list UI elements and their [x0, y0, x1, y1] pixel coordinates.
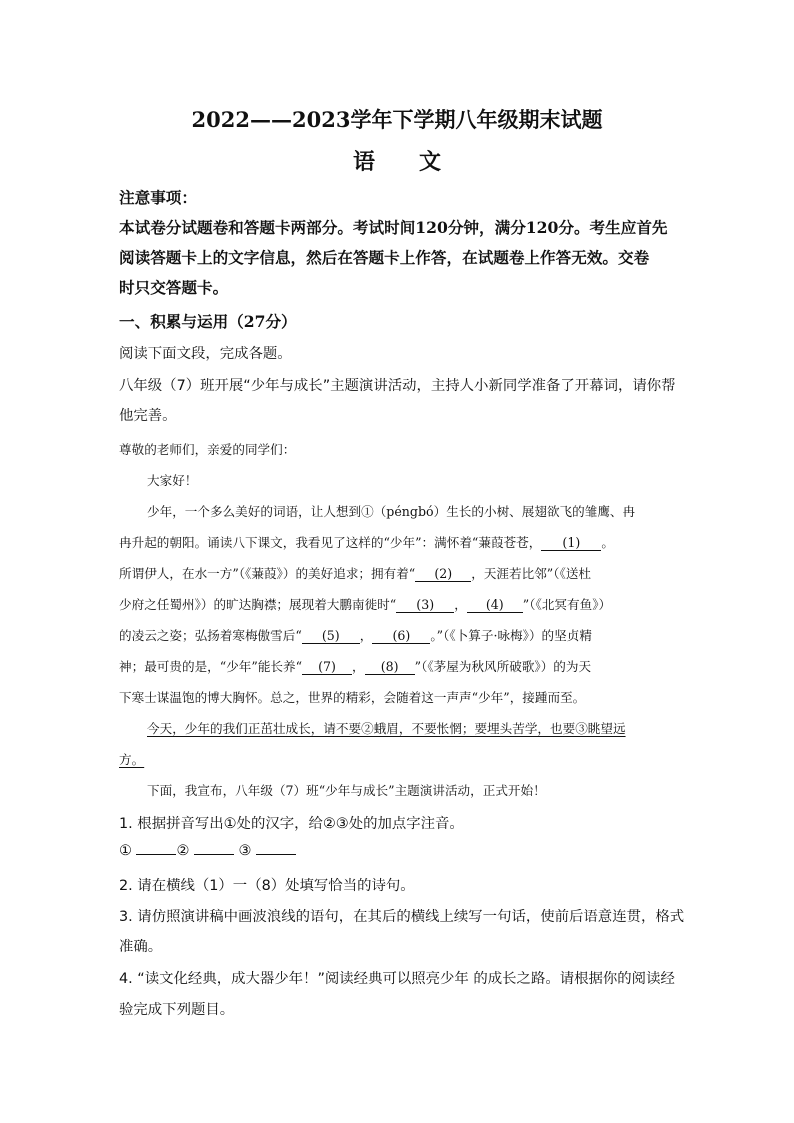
- exam-title: 2022——2023学年下学期八年级期末试题: [191, 107, 603, 132]
- blank-2: (2): [415, 566, 471, 582]
- wavy-sentence-line-1: 今天，少年的我们正茁壮成长，请不要②蛾眉，不要怅惘；要埋头苦学，也要③眺望远: [147, 721, 626, 736]
- speech-text: 所谓伊人，在水一方”（《蒹葭》）的美好追求；拥有着“: [119, 566, 416, 581]
- speech-p1-line-5: [119, 625, 592, 644]
- marker-2: ②: [176, 843, 190, 859]
- intro-line-1: 八年级（7）班开展“少年与成长”主题演讲活动，主持人小新同学准备了开幕词，请你帮: [119, 378, 676, 394]
- question-3-line-1: 3. 请仿照演讲稿中画波浪线的语句，在其后的横线上续写一句话，使前后语意连贯，格式: [119, 909, 685, 925]
- speech-hello: 大家好！: [147, 473, 198, 488]
- speech-closing: 下面，我宣布，八年级（7）班“少年与成长”主题演讲活动，正式开始！: [147, 783, 546, 798]
- speech-text: 冉升起的朝阳。诵读八下课文，我看见了这样的“少年”：满怀着“蒹葭苍苍，: [119, 535, 542, 550]
- speech-greeting: 尊敬的老师们，亲爱的同学们：: [119, 442, 296, 457]
- question-1-answer-row: [119, 843, 296, 859]
- speech-text: 少府之任蜀州》）的旷达胸襟；展现着大鹏南徙时“: [119, 597, 397, 612]
- notice-line-1: 本试卷分试题卷和答题卡两部分。考试时间120分钟，满分120分。考生应首先: [119, 218, 668, 237]
- answer-blank-1[interactable]: [136, 854, 176, 855]
- answer-blank-3[interactable]: [256, 854, 296, 855]
- question-4-line-1: 4. “读文化经典，成大器少年！”阅读经典可以照亮少年 的成长之路。请根据你的阅读经: [119, 971, 675, 987]
- speech-text: ，天涯若比邻”（《送杜: [471, 566, 592, 581]
- speech-p1-line-7: 下寒士谋温饱的博大胸怀。总之，世界的精彩，会随着这一声声“少年”，接踵而至。: [119, 690, 586, 705]
- blank-1: (1): [541, 535, 601, 551]
- question-4-line-2: 验完成下列题目。: [119, 1002, 235, 1018]
- question-3-line-2: 准确。: [119, 939, 163, 955]
- wavy-sentence-line-2: 方。: [119, 752, 145, 767]
- blank-8: (8): [365, 659, 415, 675]
- speech-text: 。: [601, 535, 614, 550]
- answer-blank-2[interactable]: [194, 854, 234, 855]
- notice-heading: 注意事项：: [119, 188, 197, 207]
- blank-4: (4): [467, 597, 523, 613]
- speech-text: ”（《北冥有鱼》）: [522, 597, 612, 612]
- speech-p1-line-6: [119, 656, 591, 675]
- subject-char-2: 文: [419, 149, 442, 175]
- speech-p1-line-3: [119, 563, 591, 582]
- speech-text: 的凌云之姿；弘扬着寒梅傲雪后“: [119, 628, 302, 643]
- subject-char-1: 语: [352, 149, 375, 175]
- question-2: 2. 请在横线（1）一（8）处填写恰当的诗句。: [119, 878, 415, 894]
- section-instruction: 阅读下面文段，完成各题。: [119, 346, 292, 362]
- notice-line-3: 时只交答题卡。: [119, 278, 229, 297]
- speech-text: 神；最可贵的是，“少年”能长养“: [119, 659, 303, 674]
- notice-line-2: 阅读答题卡上的文字信息，然后在答题卡上作答，在试题卷上作答无效。交卷: [119, 248, 650, 267]
- blank-5: (5): [302, 628, 360, 644]
- speech-text: 。”（《卜算子·咏梅》）的坚贞精: [430, 628, 592, 643]
- speech-text: ，: [454, 597, 467, 612]
- intro-line-2: 他完善。: [119, 408, 177, 424]
- speech-text: ，: [352, 659, 365, 674]
- speech-text: ”（《茅屋为秋风所破歌》）的为天: [414, 659, 592, 674]
- speech-p1-line-2: [119, 532, 614, 551]
- speech-text: ，: [359, 628, 373, 643]
- blank-7: (7): [302, 659, 352, 675]
- blank-6: (6): [372, 628, 430, 644]
- marker-1: ①: [119, 843, 132, 859]
- blank-3: (3): [396, 597, 454, 613]
- speech-p1-line-4: [119, 594, 611, 613]
- speech-p1-line-1: 少年，一个多么美好的词语，让人想到①（péngbó）生长的小树、展翅欲飞的雏鹰、冉: [147, 504, 636, 519]
- section-heading: 一、积累与运用（27分）: [119, 312, 297, 331]
- subject-title: [0, 145, 794, 176]
- question-1: 1. 根据拼音写出①处的汉字，给②③处的加点字注音。: [119, 816, 464, 832]
- marker-3: ③: [238, 843, 252, 859]
